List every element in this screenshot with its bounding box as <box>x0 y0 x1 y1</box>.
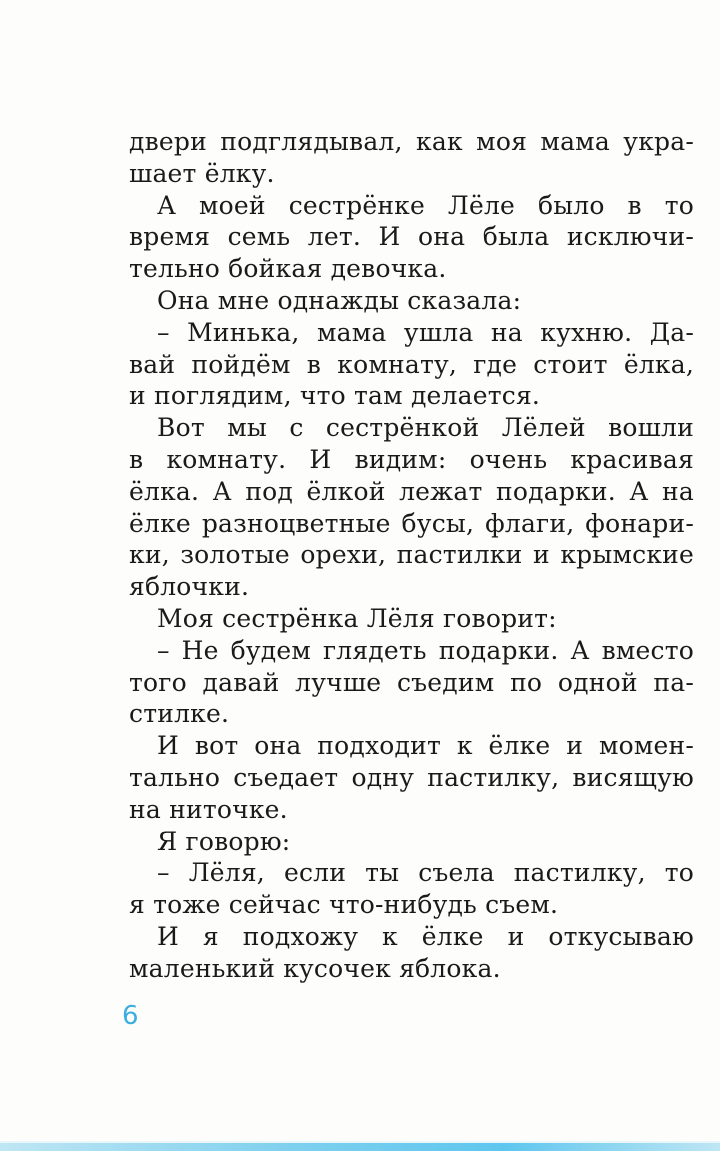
text-line: двери подглядывал, как моя мама укра- <box>129 127 694 156</box>
text-line: и поглядим, что там делается. <box>129 381 541 411</box>
text-line: на ниточке. <box>129 794 288 824</box>
text-line: ки, золотые орехи, пастилки и крымские <box>129 540 694 570</box>
text-line: – Лёля, если ты съела пастилку, то <box>157 858 694 888</box>
text-line: А моей сестрёнке Лёле было в то <box>157 190 694 220</box>
page-number: 6 <box>122 1001 139 1031</box>
text-line: в комнату. И видим: очень красивая <box>129 444 694 474</box>
text-line: тально съедает одну пастилку, висящую <box>129 762 694 792</box>
text-line: Моя сестрёнка Лёля говорит: <box>157 603 557 633</box>
body-text <box>129 126 694 985</box>
text-line: того давай лучше съедим по одной па- <box>129 667 694 697</box>
text-line: вай пойдём в комнату, где стоит ёлка, <box>129 349 694 379</box>
text-line: – Не будем глядеть подарки. А вместо <box>157 635 694 665</box>
text-line: я тоже сейчас что-нибудь съем. <box>129 890 559 920</box>
text-line: стилке. <box>129 699 230 729</box>
text-line: время семь лет. И она была исключи- <box>129 222 694 252</box>
text-line: тельно бойкая девочка. <box>129 254 447 284</box>
text-line: И я подхожу к ёлке и откусываю <box>157 921 694 951</box>
text-line: Я говорю: <box>157 826 291 856</box>
text-line: ёлке разноцветные бусы, флаги, фонари- <box>129 508 694 538</box>
text-line: – Минька, мама ушла на кухню. Да- <box>157 317 694 347</box>
text-line: И вот она подходит к ёлке и момен- <box>157 731 694 761</box>
text-line: Вот мы с сестрёнкой Лёлей вошли <box>157 413 694 443</box>
text-line: яблочки. <box>129 572 250 602</box>
text-line: шает ёлку. <box>129 158 275 188</box>
text-line: ёлка. А под ёлкой лежат подарки. А на <box>129 476 694 506</box>
text-line: Она мне однажды сказала: <box>157 285 522 315</box>
bottom-decorative-band <box>0 1141 720 1151</box>
text-line: маленький кусочек яблока. <box>129 953 501 983</box>
